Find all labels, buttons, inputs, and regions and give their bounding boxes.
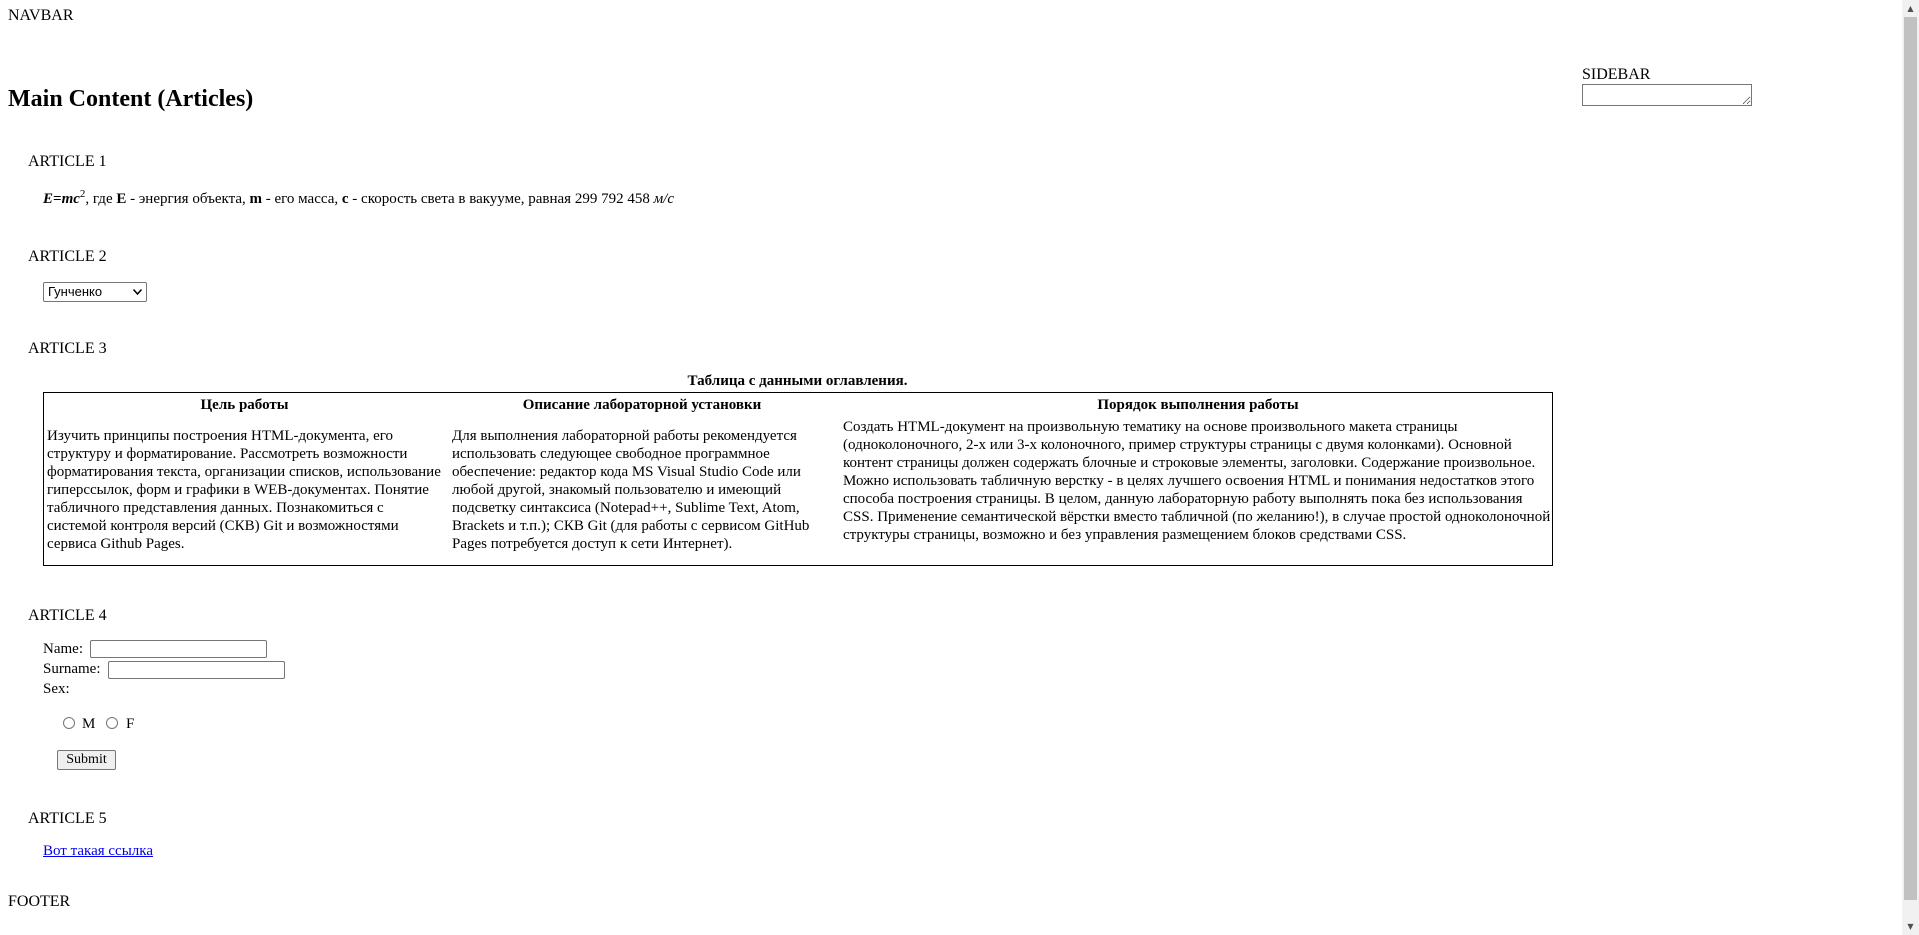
table-cell: Создать HTML-документ на произвольную тематику на основе произвольного макета страницы (одноколоночного, 2-х или 3-х колоночного, пример структуры страницы с двумя колонками). Основной контент страницы должен содержать блочные и строковые элементы, заголовки. Содержание произвольное. Можно использовать табличную верстку - в целях лучшего освоения HTML и понимания недостатков этого способа построения страницы. В целом, данную лабораторную работу выполнять пока без использования CSS. Применение семантической вёрстки вместо табличной (по желанию!), в случае простой одноколоночной структуры страницы, возможно и без управления размещением блоков средствами CSS. xyxy=(843,419,1551,543)
formula-text-4: - скорость света в вакууме, равная 299 792 458 xyxy=(348,191,654,207)
article-2-title: ARTICLE 2 xyxy=(28,248,107,265)
contents-table xyxy=(43,392,1553,566)
bold-m: m xyxy=(249,191,262,207)
name-label: Name: xyxy=(43,641,83,657)
sidebar-textarea[interactable] xyxy=(1582,84,1752,106)
article-1-title: ARTICLE 1 xyxy=(28,153,107,170)
bold-c: c xyxy=(341,191,349,207)
table-cell: Изучить принципы построения HTML-документа, его структуру и форматирование. Рассмотреть возможности форматирования текста, организации списков, использование гиперссылок, форм и графики в WEB-документах. Понятие табличного представления данных. Познакомиться с системой контроля версий (СКВ) Git и возможностями сервиса Github Pages. xyxy=(47,428,441,552)
formula-mc: mc xyxy=(61,191,80,207)
speed-unit: м/с xyxy=(653,191,674,207)
scroll-thumb[interactable] xyxy=(1904,17,1917,900)
table-caption: Таблица с данными оглавления. xyxy=(687,373,908,389)
surname-input[interactable] xyxy=(108,661,285,679)
formula-text-1: , где xyxy=(85,191,117,207)
formula-text xyxy=(43,188,674,208)
radio-female-label: F xyxy=(126,716,135,732)
sidebar xyxy=(1582,66,1752,111)
formula-text-2: - энергия объекта, xyxy=(126,191,250,207)
radio-male[interactable] xyxy=(63,717,75,729)
sex-label: Sex: xyxy=(43,681,70,697)
article-4-title: ARTICLE 4 xyxy=(28,607,107,624)
article-3-title: ARTICLE 3 xyxy=(28,340,107,357)
table-header: Порядок выполнения работы xyxy=(1097,397,1299,413)
formula-e: E xyxy=(43,191,54,207)
table-cell: Для выполнения лабораторной работы рекомендуется использовать следующее свободное программное обеспечение: редактор кода MS Visual Studio Code или любой другой, знакомый пользователю и имеющий подсветку синтаксиса (Notepad++, Sublime Text, Atom, Brackets и т.п.); СКВ Git (для работы с сервисом GitHub Pages потребуется доступ к сети Интернет). xyxy=(452,428,810,552)
vertical-scrollbar[interactable] xyxy=(1902,0,1919,935)
scroll-down-icon[interactable]: ▼ xyxy=(1907,922,1914,931)
scroll-up-icon[interactable]: ▲ xyxy=(1907,4,1914,13)
example-link[interactable]: Вот такая ссылка xyxy=(43,843,153,859)
footer: FOOTER xyxy=(8,893,71,910)
table-header: Цель работы xyxy=(200,397,289,413)
radio-female[interactable] xyxy=(106,717,118,729)
page-title: Main Content (Articles) xyxy=(8,86,254,112)
navbar: NAVBAR xyxy=(8,7,74,24)
article-5-title: ARTICLE 5 xyxy=(28,810,107,827)
formula-sup: 2 xyxy=(79,188,86,200)
submit-button[interactable]: Submit xyxy=(57,750,116,770)
chevron-down-icon xyxy=(133,289,142,295)
surname-label: Surname: xyxy=(43,661,101,677)
formula-text-3: - его масса, xyxy=(261,191,342,207)
name-input[interactable] xyxy=(90,640,267,658)
select-value: Гунченко xyxy=(48,284,103,299)
sidebar-label: SIDEBAR xyxy=(1582,66,1651,83)
table-header: Описание лабораторной установки xyxy=(522,397,762,413)
surname-select[interactable] xyxy=(43,282,147,302)
formula-eq: = xyxy=(53,191,62,207)
radio-male-label: M xyxy=(82,716,96,732)
bold-e: E xyxy=(116,191,127,207)
